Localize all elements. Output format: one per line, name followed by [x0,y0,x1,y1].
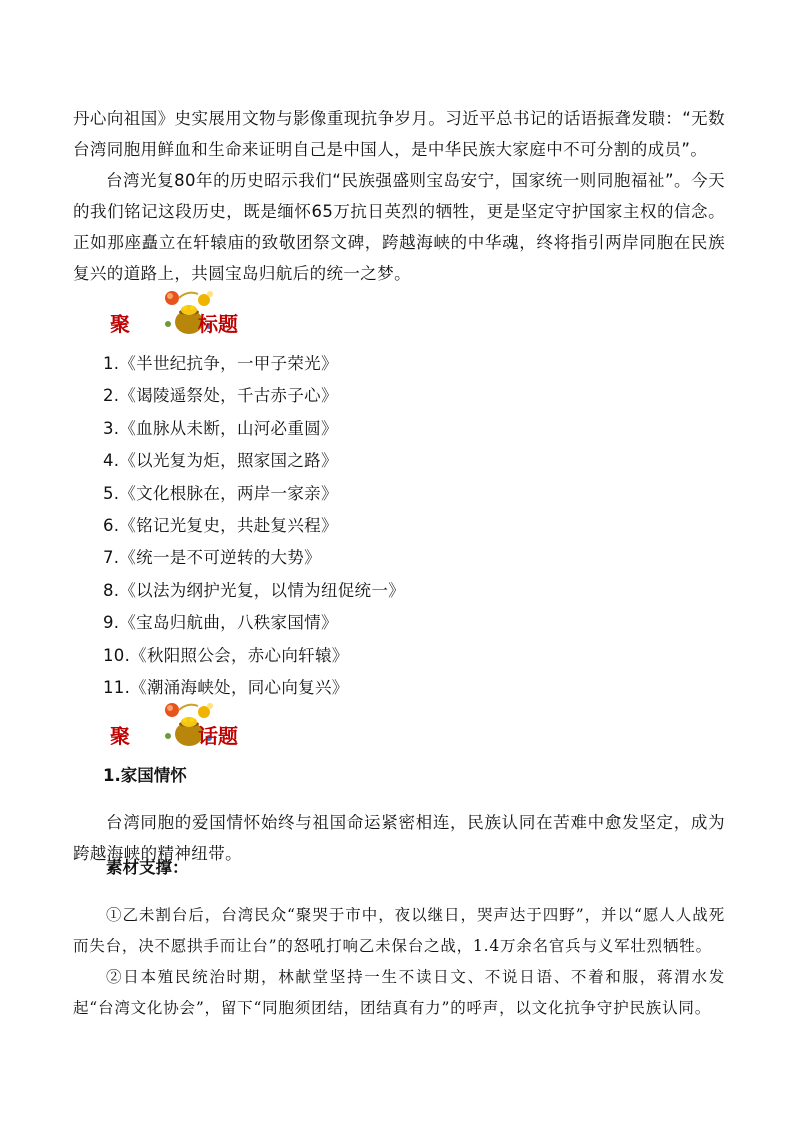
intro-paragraph-2: 台湾光复80年的历史昭示我们“民族强盛则宝岛安宁，国家统一则同胞福祉”。今天的我们铭记这段历史，既是缅怀65万抗日英烈的牺牲，更是坚定守护国家主权的信念。正如那座矗立在轩辕庙的致敬团祭文碑，跨越海峡的中华魂，终将指引两岸同胞在民族复兴的道路上，共圆宝岛归航后的统一之梦。 [73,170,725,283]
list-item: 5.《文化根脉在，两岸一家亲》 [103,483,338,503]
list-item: 1.《半世纪抗争，一甲子荣光》 [103,354,338,373]
material-item: ②日本殖民统治时期，林献堂坚持一生不读日文、不说日语、不着和服，蒋渭水发起“台湾文化协会”，留下“同胞须团结，团结真有力”的呼声，以文化抗争守护民族认同。 [73,967,725,1017]
list-item: 9.《宝岛归航曲，八秩家国情》 [103,613,338,633]
list-item: 2.《谒陵遥祭处，千古赤子心》 [103,386,338,406]
section-header-topics [110,698,330,758]
section-prefix: 聚 [110,724,130,748]
list-item: 11.《潮涌海峡处，同心向复兴》 [103,677,349,697]
list-item: 3.《血脉从未断，山河必重圆》 [103,418,338,438]
support-label: 素材支撑： [106,858,189,877]
material-item: ①乙未割台后，台湾民众“聚哭于市中，夜以继日，哭声达于四野”，并以“愿人人战死而失台，决不愿拱手而让台”的怒吼打响乙未保台之战，1.4万余名官兵与义军壮烈牺牲。 [73,905,725,955]
section-prefix: 聚 [110,312,130,336]
list-item: 6.《铭记光复史，共赴复兴程》 [103,515,338,535]
topic-heading: 1.家国情怀 [103,766,187,785]
topic-body: 台湾同胞的爱国情怀始终与祖国命运紧密相连，民族认同在苦难中愈发坚定，成为跨越海峡的精神纽带。 [73,812,725,863]
title-list [103,348,405,704]
list-item: 8.《以法为纲护光复，以情为纽促统一》 [103,580,405,600]
list-item: 7.《统一是不可逆转的大势》 [103,548,321,568]
section-header-titles [110,286,330,346]
section-title-huati: 话题 [198,724,238,748]
section-title-biaoti: 标题 [198,312,238,336]
list-item: 4.《以光复为炬，照家国之路》 [103,451,338,471]
list-item: 10.《秋阳照公会，赤心向轩辕》 [103,645,349,665]
intro-paragraph-1: 丹心向祖国》史实展用文物与影像重现抗争岁月。习近平总书记的话语振聋发聩：“无数台湾同胞用鲜血和生命来证明自己是中国人，是中华民族大家庭中不可分割的成员”。 [73,108,725,159]
